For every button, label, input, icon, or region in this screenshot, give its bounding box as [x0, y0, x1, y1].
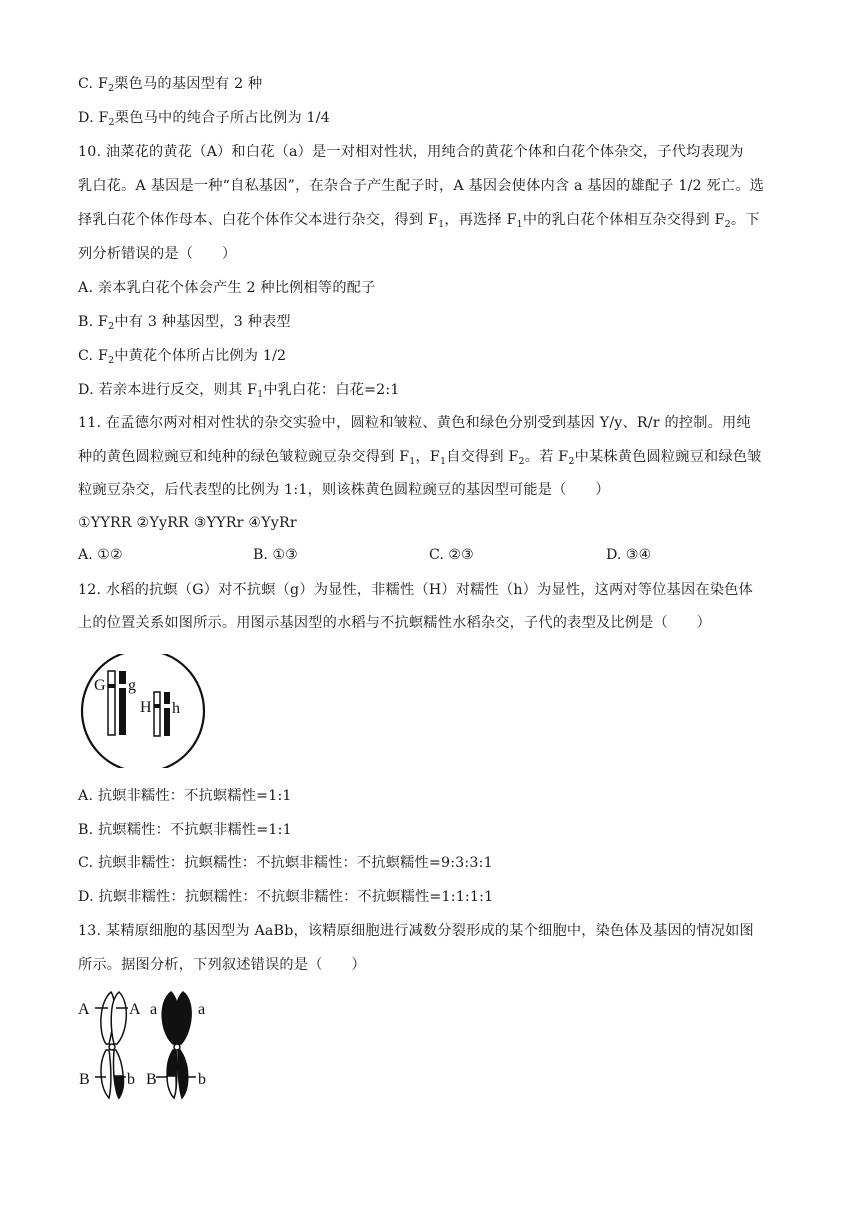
q9-option-d: D. $F_2$栗色马中的纯合子所占比例为 1/4: [78, 110, 330, 128]
q12-stem-line-2: 上的位置关系如图所示。用图示基因型的水稻与不抗螟糯性水稻杂交，子代的表型及比例是（ ）: [78, 615, 712, 631]
q13-stem-line-1: 13. 某精原细胞的基因型为 AaBb，该精原细胞进行减数分裂形成的某个细胞中，染色体及基因的情况如图: [78, 923, 754, 939]
q12-stem-line-1: 12. 水稻的抗螟（G）对不抗螟（g）为显性，非糯性（H）对糯性（h）为显性，这两对等位基因在染色体: [78, 582, 753, 598]
q11-stem-line-1: 11. 在孟德尔两对相对性状的杂交实验中，圆粒和皱粒、黄色和绿色分别受到基因 Y/y、R/r 的控制。用纯: [78, 415, 751, 431]
q10-option-a: A. 亲本乳白花个体会产生 2 种比例相等的配子: [78, 280, 376, 296]
chromosome-cell-figure: [78, 654, 210, 768]
q11-option-b: B. ①③: [253, 547, 298, 563]
q12-option-d: D. 抗螟非糯性：抗螟糯性：不抗螟非糯性：不抗螟糯性=1:1:1:1: [78, 889, 494, 905]
chromosome-g-black: [119, 671, 126, 735]
locus-G: [108, 684, 115, 688]
q10-stem-line-2: 乳白花。A 基因是一种“自私基因”，在杂合子产生配子时，A 基因会使体内含 a 基因的雄配子 1/2 死亡。选: [78, 178, 765, 194]
label-G: G: [94, 677, 106, 694]
label-A-right: A: [129, 1001, 141, 1018]
q10-option-b: B. $F_2$中有 3 种基因型，3 种表型: [78, 314, 291, 332]
chromosome-g-white: [108, 671, 115, 735]
locus-g: [119, 684, 126, 688]
label-g: g: [128, 677, 136, 694]
q11-option-d: D. ③④: [606, 547, 652, 563]
q11-options-row: [78, 545, 778, 567]
label-B-right: B: [146, 1071, 157, 1088]
q11-option-c: C. ②③: [429, 547, 474, 563]
q12-option-a: A. 抗螟非糯性：不抗螟糯性=1:1: [78, 788, 292, 804]
q10-option-c: C. $F_2$中黄花个体所占比例为 1/2: [78, 348, 287, 366]
label-a-right: a: [198, 1001, 206, 1018]
label-H: H: [140, 699, 152, 716]
q13-stem-line-2: 所示。据图分析，下列叙述错误的是（ ）: [78, 957, 366, 973]
chromosome-h-white: [154, 692, 160, 736]
label-a-left: a: [150, 1001, 158, 1018]
label-b-right: b: [198, 1071, 206, 1088]
label-B-left: B: [79, 1071, 90, 1088]
q9-option-c: C. $F_2$栗色马的基因型有 2 种: [78, 76, 263, 94]
meiosis-chromosome-figure: [78, 988, 218, 1102]
q10-option-d: D. 若亲本进行反交，则其 $F_1$中乳白花：白花=2:1: [78, 382, 400, 400]
label-h: h: [172, 700, 180, 717]
label-b-left: b: [127, 1071, 135, 1088]
q10-stem-line-3: 择乳白花个体作母本、白花个体作父本进行杂交，得到 $F_1$，再选择 $F_1$中的乳白花个体相互杂交得到 $F_2$。下: [78, 212, 760, 230]
q11-option-a: A. ①②: [78, 547, 123, 563]
locus-H: [154, 704, 160, 708]
q11-choices: ①YYRR ②YyRR ③YYRr ④YyRr: [78, 515, 297, 531]
chromosome-h-black: [164, 692, 170, 736]
q11-stem-line-2: 种的黄色圆粒豌豆和纯种的绿色皱粒豌豆杂交得到 $F_1$，$F_1$自交得到 $F_2$。若 $F_2$中某株黄色圆粒豌豆和绿色皱: [78, 449, 762, 467]
chromosome-right: [156, 992, 196, 1098]
locus-h: [164, 704, 170, 708]
q10-stem-line-4: 列分析错误的是（ ）: [78, 246, 237, 262]
q12-option-c: C. 抗螟非糯性：抗螟糯性：不抗螟非糯性：不抗螟糯性=9:3:3:1: [78, 855, 493, 871]
q12-option-b: B. 抗螟糯性：不抗螟非糯性=1:1: [78, 822, 292, 838]
q10-stem-line-1: 10. 油菜花的黄花（A）和白花（a）是一对相对性状，用纯合的黄花个体和白花个体杂交，子代均表现为: [78, 144, 744, 160]
label-A-left: A: [78, 1001, 90, 1018]
chromosome-left: [95, 992, 128, 1098]
q11-stem-line-3: 粒豌豆杂交，后代表型的比例为 1:1，则该株黄色圆粒豌豆的基因型可能是（ ）: [78, 482, 610, 498]
